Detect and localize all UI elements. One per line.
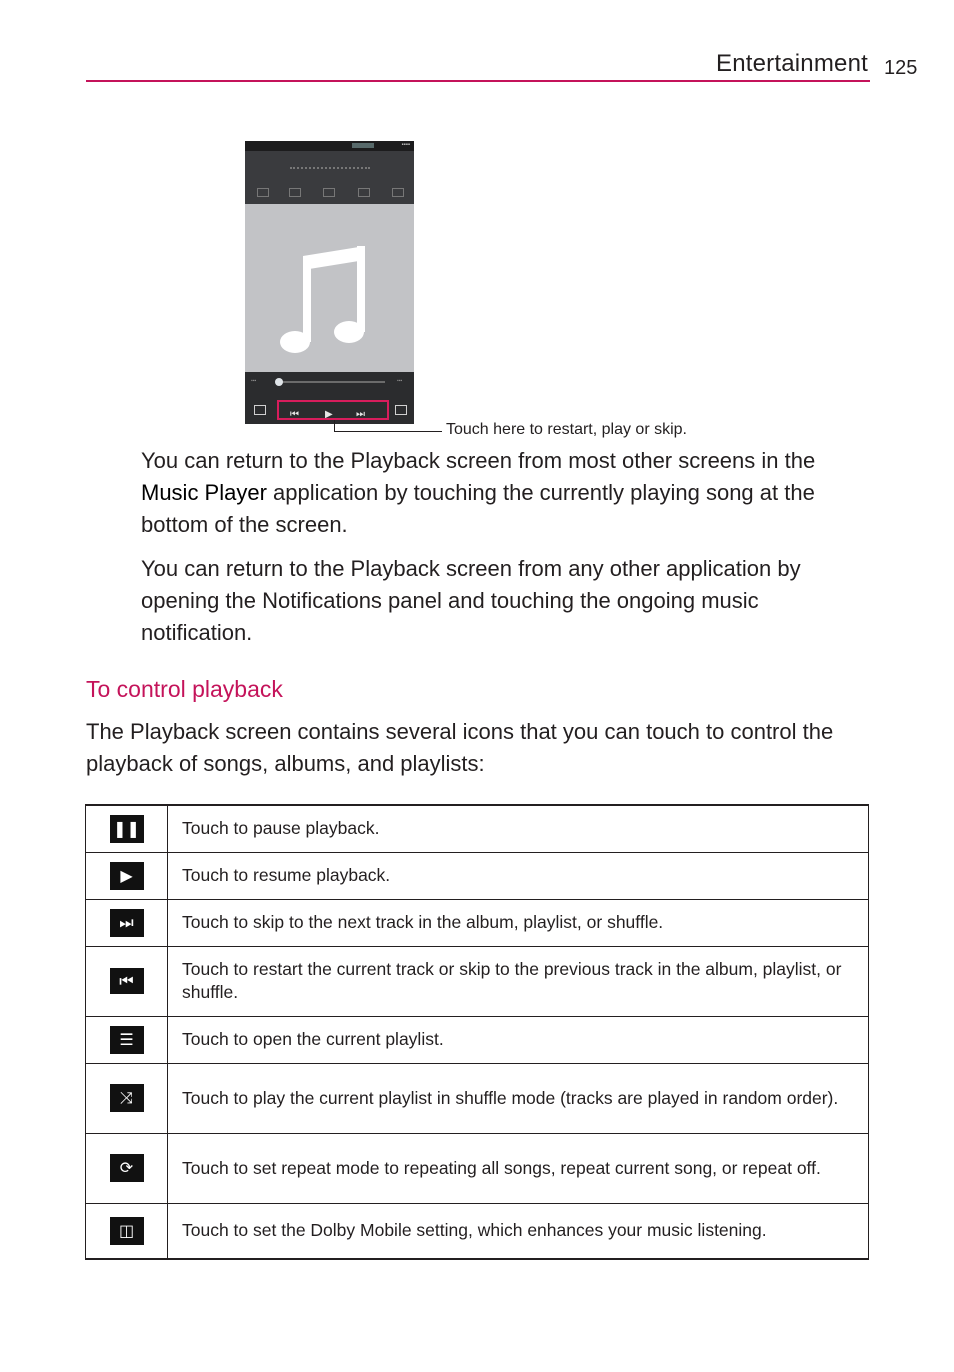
- next-icon[interactable]: ⏭: [356, 409, 365, 420]
- callout-line: [334, 431, 442, 432]
- paragraph-return-playback: You can return to the Playback screen from most other screens in the Music Player application by touching the currently playing song at the bottom of the screen.: [141, 448, 816, 537]
- previous-icon: ⏮: [110, 968, 144, 994]
- page-header: [0, 0, 954, 90]
- table-row: [86, 1133, 869, 1203]
- repeat-icon: ⟳: [110, 1154, 144, 1182]
- row-description: Touch to set repeat mode to repeating all songs, repeat current song, or repeat off.: [168, 1133, 869, 1203]
- status-clock: ▪▪▪▪: [401, 142, 410, 148]
- info-icon: [358, 188, 370, 197]
- playback-screenshot: [245, 141, 414, 424]
- elapsed-time: ▪▪▪: [251, 378, 257, 384]
- playback-icons-table: [85, 804, 869, 1260]
- signal-icon: [352, 143, 374, 148]
- row-description: Touch to set the Dolby Mobile setting, which enhances your music listening.: [168, 1203, 869, 1259]
- playlist-icon: [323, 188, 335, 197]
- shuffle-icon: ⤨: [110, 1084, 144, 1112]
- dolby-icon[interactable]: [395, 405, 407, 415]
- controls-highlight: [277, 400, 389, 420]
- table-row: [86, 1063, 869, 1133]
- music-note-icon: [245, 204, 414, 372]
- table-row: [86, 946, 869, 1016]
- row-description: Touch to restart the current track or skip to the previous track in the album, playlist, or shuffle.: [168, 946, 869, 1016]
- table-row: [86, 1203, 869, 1259]
- row-description: Touch to open the current playlist.: [168, 1016, 869, 1063]
- section-title: Entertainment: [715, 50, 868, 77]
- album-art: [245, 204, 414, 372]
- row-description: Touch to pause playback.: [168, 805, 869, 852]
- previous-icon[interactable]: ⏮: [290, 409, 299, 420]
- volume-icon[interactable]: [254, 405, 266, 415]
- section-heading: To control playback: [86, 676, 283, 702]
- progress-bar[interactable]: [277, 381, 385, 383]
- shuffle-icon: [257, 188, 269, 197]
- row-description: Touch to play the current playlist in shuffle mode (tracks are played in random order).: [168, 1063, 869, 1133]
- music-player-term: Music Player: [141, 480, 267, 505]
- player-title-bar: [245, 151, 414, 204]
- table-row: [86, 899, 869, 946]
- row-description: Touch to resume playback.: [168, 852, 869, 899]
- dolby-icon: ◫: [110, 1217, 144, 1245]
- playlist-icon: ☰: [110, 1026, 144, 1054]
- next-icon: ⏭: [110, 909, 144, 937]
- paragraph-notifications: You can return to the Playback screen from any other application by opening the Notifications panel and touching the ongoing music notification.: [141, 556, 801, 645]
- track-title-placeholder: [290, 167, 370, 173]
- play-icon: ▶: [110, 862, 144, 890]
- repeat-icon: [289, 188, 301, 197]
- table-row: [86, 805, 869, 852]
- menu-icon: [392, 188, 404, 197]
- total-time: ▪▪▪: [397, 378, 403, 384]
- play-icon[interactable]: ▶: [325, 409, 333, 420]
- header-rule: [86, 80, 870, 82]
- page-number: 125: [884, 57, 918, 79]
- row-description: Touch to skip to the next track in the album, playlist, or shuffle.: [168, 899, 869, 946]
- progress-knob[interactable]: [275, 378, 283, 386]
- pause-icon: ❚❚: [110, 815, 144, 843]
- section-intro: The Playback screen contains several icons that you can touch to control the playback of songs, albums, and playlists:: [86, 719, 834, 776]
- table-row: [86, 852, 869, 899]
- table-row: [86, 1016, 869, 1063]
- callout-text: Touch here to restart, play or skip.: [446, 421, 687, 438]
- status-bar: [245, 141, 414, 151]
